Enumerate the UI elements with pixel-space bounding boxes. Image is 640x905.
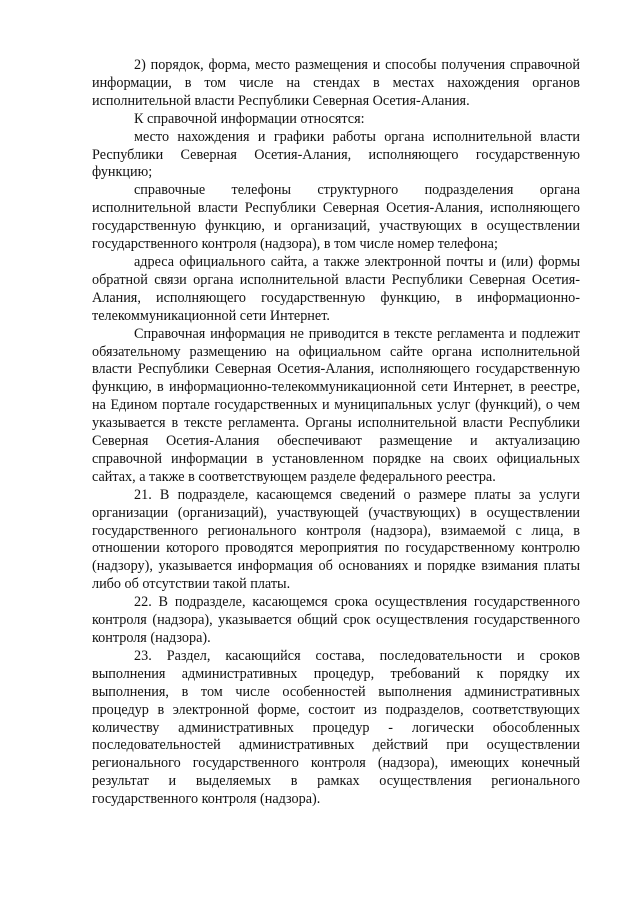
paragraph-reference-info-intro: К справочной информации относятся: [134, 110, 365, 127]
paragraph-phone-numbers: справочные телефоны структурного подразделения органа исполнительной власти Республики Северная Осетия-Алания, исполняющего государственную функцию, и организаций, участвующих в осуществлении государственного контроля (надзора), в том числе номер телефона; [92, 182, 580, 253]
document-body [92, 57, 580, 809]
paragraph-location-schedule: место нахождения и графики работы органа исполнительной власти Республики Северная Осетия-Алания, исполняющего государственную функцию; [92, 128, 580, 181]
paragraph-item-21: 21. В подразделе, касающемся сведений о размере платы за услуги организации (организаций), участвующей (участвующих) в осуществлении государственного регионального контроля (надзора), взимаемой с лица, в отношении которого проводятся мероприятия по государственному контролю (надзору), указывается информация об основаниях и порядке взимания платы либо об отсутствии такой платы. [92, 486, 580, 593]
paragraph-reference-info-procedure: 2) порядок, форма, место размещения и способы получения справочной информации, в том числе на стендах в местах нахождения органов исполнительной власти Республики Северная Осетия-Алания. [92, 57, 580, 109]
paragraph-item-22: 22. В подразделе, касающемся срока осуществления государственного контроля (надзора), указывается общий срок осуществления государственного контроля (надзора). [92, 594, 580, 646]
paragraph-website-email: адреса официального сайта, а также электронной почты и (или) формы обратной связи органа исполнительной власти Республики Северная Осетия-Алания, исполняющего государственную функцию, в информационно-телекоммуникационной сети Интернет. [92, 253, 580, 324]
paragraph-publication-requirements: Справочная информация не приводится в тексте регламента и подлежит обязательному размещению на официальном сайте органа исполнительной власти Республики Северная Осетия-Алания, исполняющего государственную функцию, в информационно-телекоммуникационной сети Интернет, в реестре, на Едином портале государственных и муниципальных услуг (функций), о чем указывается в тексте регламента. Органы исполнительной власти Республики Северная Осетия-Алания обеспечивают размещение и актуализацию справочной информации в установленном порядке на своих официальных сайтах, а также в соответствующем разделе федерального реестра. [92, 325, 580, 485]
paragraph-item-23: 23. Раздел, касающийся состава, последовательности и сроков выполнения административных процедур, требований к порядку их выполнения, в том числе особенностей выполнения административных процедур в электронной форме, состоит из подразделов, соответствующих количеству административных процедур - логически обособленных последовательностей административных действий при осуществлении регионального государственного контроля (надзора), имеющих конечный результат и выделяемых в рамках осуществления регионального государственного контроля (надзора). [92, 647, 580, 808]
